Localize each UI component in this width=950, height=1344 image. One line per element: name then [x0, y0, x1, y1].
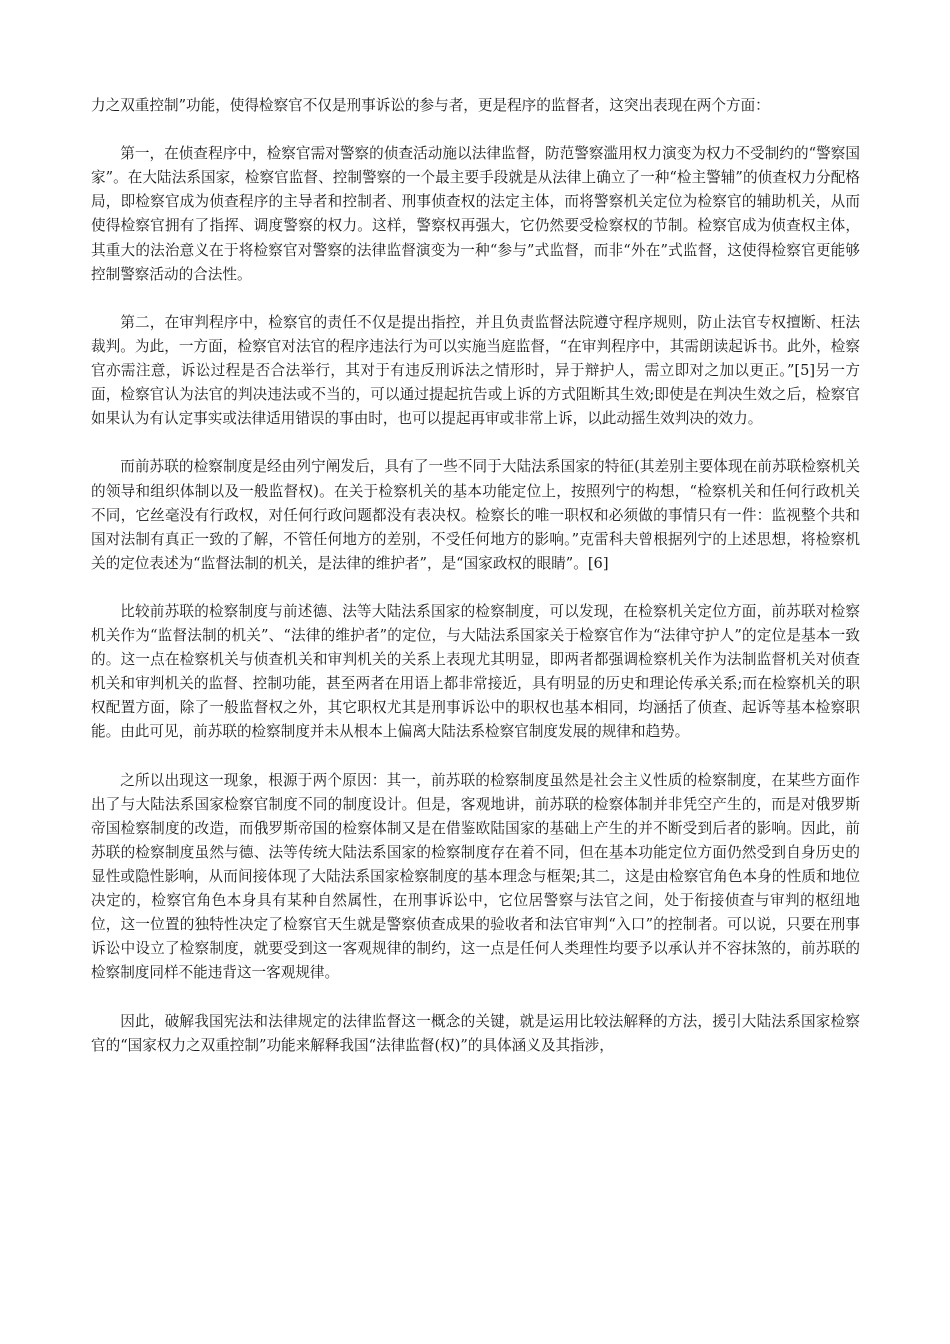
- paragraph-2: 第一，在侦查程序中，检察官需对警察的侦查活动施以法律监督，防范警察滥用权力演变为权力不受制约的“警察国家”。在大陆法系国家，检察官监督、控制警察的一个最主要手段就是从法律上确立了一种“检主警辅”的侦查权力分配格局，即检察官成为侦查程序的主导者和控制者、刑事侦查权的法定主体，而将警察机关定位为检察官的辅助机关，从而使得检察官拥有了指挥、调度警察的权力。这样，警察权再强大，它仍然要受检察权的节制。检察官成为侦查权主体，其重大的法治意义在于将检察官对警察的法律监督演变为一种“参与”式监督，而非“外在”式监督，这使得检察官更能够控制警察活动的合法性。: [91, 145, 860, 283]
- paragraph-6: 之所以出现这一现象，根源于两个原因：其一，前苏联的检察制度虽然是社会主义性质的检察制度，在某些方面作出了与大陆法系国家检察官制度不同的制度设计。但是，客观地讲，前苏联的检察体制并非凭空产生的，而是对俄罗斯帝国检察制度的改造，而俄罗斯帝国的检察体制又是在借鉴欧陆国家的基础上产生的并不断受到后者的影响。因此，前苏联的检察制度虽然与德、法等传统大陆法系国家的检察制度存在着不同，但在基本功能定位方面仍然受到自身历史的显性或隐性影响，从而间接体现了大陆法系国家检察制度的基本理念与框架;其二，这是由检察官角色本身的性质和地位决定的，检察官角色本身具有某种自然属性，在刑事诉讼中，它位居警察与法官之间，处于衔接侦查与审判的枢纽地位，这一位置的独特性决定了检察官天生就是警察侦查成果的验收者和法官审判“入口”的控制者。可以说，只要在刑事诉讼中设立了检察制度，就要受到这一客观规律的制约，这一点是任何人类理性均要予以承认并不容抹煞的，前苏联的检察制度同样不能违背这一客观规律。: [91, 771, 860, 982]
- paragraph-5: 比较前苏联的检察制度与前述德、法等大陆法系国家的检察制度，可以发现，在检察机关定位方面，前苏联对检察机关作为“监督法制的机关”、“法律的维护者”的定位，与大陆法系国家关于检察官作为“法律守护人”的定位是基本一致的。这一点在检察机关与侦查机关和审判机关的关系上表现尤其明显，即两者都强调检察机关作为法制监督机关对侦查机关和审判机关的监督、控制功能，甚至两者在用语上都非常接近，具有明显的历史和理论传承关系;而在检察机关的职权配置方面，除了一般监督权之外，其它职权尤其是刑事诉讼中的职权也基本相同，均涵括了侦查、起诉等基本检察职能。由此可见，前苏联的检察制度并未从根本上偏离大陆法系检察官制度发展的规律和趋势。: [91, 602, 860, 741]
- paragraph-7: 因此，破解我国宪法和法律规定的法律监督这一概念的关键，就是运用比较法解释的方法，援引大陆法系国家检察官的“国家权力之双重控制”功能来解释我国“法律监督(权)”的具体涵义及其指涉，: [91, 1012, 860, 1054]
- paragraph-3: 第二，在审判程序中，检察官的责任不仅是提出指控，并且负责监督法院遵守程序规则，防止法官专权擅断、枉法裁判。为此，一方面，检察官对法官的程序违法行为可以实施当庭监督，“在审判程序中，其需朗读起诉书。此外，检察官亦需注意，诉讼过程是否合法举行，其对于有违反刑诉法之情形时，异于辩护人，需立即对之加以更正。”[5]另一方面，检察官认为法官的判决违法或不当的，可以通过提起抗告或上诉的方式阻断其生效;即使是在判决生效之后，检察官如果认为有认定事实或法律适用错误的事由时，也可以提起再审或非常上诉，以此动摇生效判决的效力。: [91, 313, 860, 428]
- paragraph-4: 而前苏联的检察制度是经由列宁阐发后，具有了一些不同于大陆法系国家的特征(其差别主要体现在前苏联检察机关的领导和组织体制以及一般监督权)。在关于检察机关的基本功能定位上，按照列宁的构想，“检察机关和任何行政机关不同，它丝毫没有行政权，对任何行政问题都没有表决权。检察长的唯一职权和必须做的事情只有一件：监视整个共和国对法制有真正一致的了解，不管任何地方的差别，不受任何地方的影响。”克雷科夫曾根据列宁的上述思想，将检察机关的定位表述为“监督法制的机关，是法律的维护者”，是“国家政权的眼睛”。[6]: [91, 458, 860, 572]
- paragraph-1: 力之双重控制”功能，使得检察官不仅是刑事诉讼的参与者，更是程序的监督者，这突出表现在两个方面：: [91, 97, 770, 114]
- document-body: [91, 94, 860, 1082]
